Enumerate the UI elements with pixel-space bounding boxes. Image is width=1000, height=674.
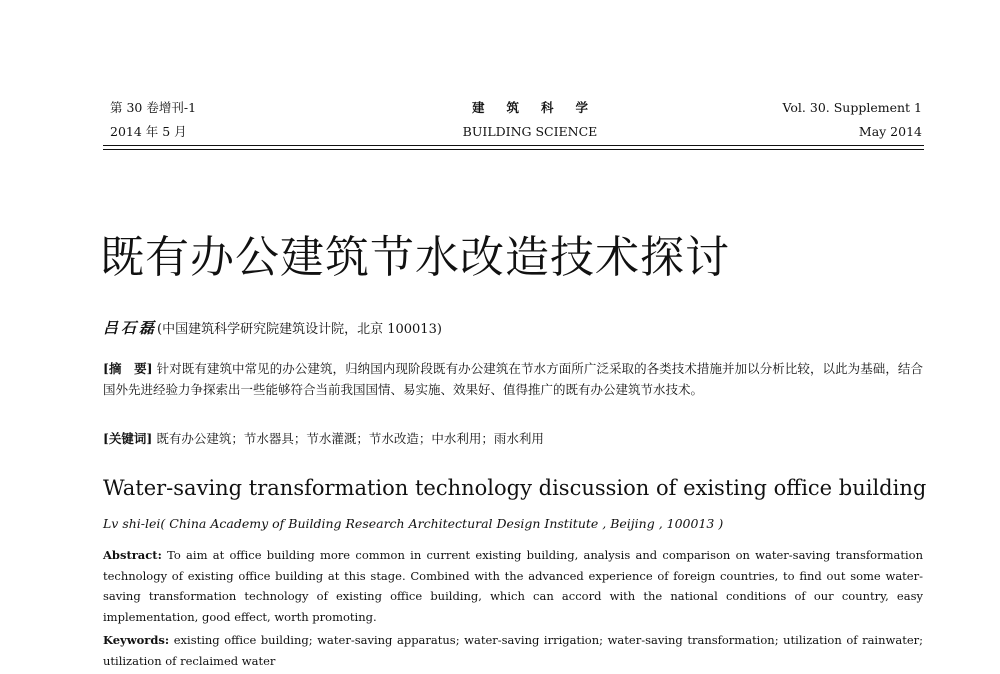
date-en: May 2014 [858,124,922,139]
author-name-en: Lv shi-lei [103,516,161,531]
journal-header-center [440,96,620,144]
abstract-label-en: Abstract: [103,548,162,562]
abstract-label-cn: [摘 要] [103,361,153,376]
keywords-label-cn: [关键词] [103,431,153,446]
journal-name-cn: 建筑科学 [471,100,610,115]
volume-cn: 第 30 卷增刊-1 [110,100,197,115]
paper-title-en: Water-saving transformation technology discussion of existing office building [103,476,927,500]
header-rule-thin [103,149,924,150]
paper-title-cn: 既有办公建筑节水改造技术探讨 [100,232,730,283]
affiliation-cn: (中国建筑科学研究院建筑设计院，北京 100013) [157,322,442,337]
author-name-cn: 吕石磊 [103,319,158,337]
keywords-cn [103,428,923,449]
author-line-en [103,514,723,534]
keywords-en [103,630,923,671]
volume-en: Vol. 30. Supplement 1 [782,100,922,115]
abstract-cn [103,358,923,400]
header-rule-thick [103,145,924,146]
journal-header-left [110,96,196,144]
journal-name-en: BUILDING SCIENCE [462,124,598,139]
abstract-text-cn: 针对既有建筑中常见的办公建筑，归纳国内现阶段既有办公建筑在节水方面所广泛采取的各类技术措施并加以分析比较，以此为基础，结合国外先进经验力争探索出一些能够符合当前我国国情、易实施、效果好、值得推广的既有办公建筑节水技术。 [103,361,923,397]
date-cn: 2014 年 5 月 [110,124,187,139]
keywords-label-en: Keywords: [103,633,170,647]
keywords-text-en: existing office building; water-saving apparatus; water-saving irrigation; water-saving transformation; utilization of rainwater; utilization of reclaimed water [103,633,924,668]
affiliation-en: ( China Academy of Building Research Architectural Design Institute , Beijing , 100013 ) [160,516,724,531]
author-line-cn [103,318,442,340]
abstract-text-en: To aim at office building more common in current existing building, analysis and comparison on water-saving transformation technology of existing office building at this stage. Combined with the advanced experience of foreign countries, to find out some water-saving transformation technology of existing office building, which can accord with the national conditions of our country, easy implementation, good effect, worth promoting. [103,548,923,624]
abstract-en [103,545,923,627]
keywords-text-cn: 既有办公建筑；节水器具；节水灌溉；节水改造；中水利用；雨水利用 [156,431,544,446]
journal-header-right [783,96,922,144]
